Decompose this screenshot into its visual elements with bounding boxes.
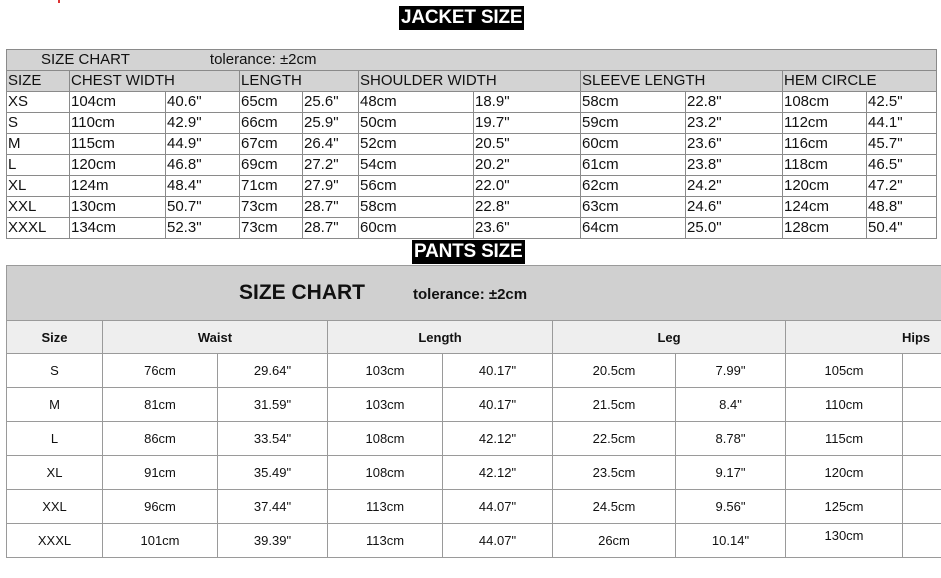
table-row [7, 176, 937, 197]
table-row [7, 113, 937, 134]
measurement-cell: 26.4" [303, 134, 359, 155]
pants-chart-title-row [7, 266, 941, 321]
empty-cell [903, 422, 941, 456]
measurement-cell: 124m [70, 176, 166, 197]
measurement-cell: 76cm [103, 354, 218, 388]
pants-table-body [7, 354, 941, 558]
size-cell: XXL [7, 490, 103, 524]
measurement-cell: 9.17" [676, 456, 786, 490]
measurement-cell: 73cm [240, 218, 303, 239]
measurement-cell: 115cm [70, 134, 166, 155]
pants-header-waist: Waist [103, 321, 328, 354]
table-row [7, 456, 941, 490]
measurement-cell: 37.44" [218, 490, 328, 524]
pants-chart-label: SIZE CHART [239, 281, 365, 304]
jacket-chart-title [7, 50, 937, 71]
measurement-cell: 71cm [240, 176, 303, 197]
measurement-cell: 56cm [359, 176, 474, 197]
table-row [7, 422, 941, 456]
table-row [7, 388, 941, 422]
measurement-cell: 96cm [103, 490, 218, 524]
jacket-header-hem-circle: HEM CIRCLE [783, 71, 937, 92]
measurement-cell: 46.8" [166, 155, 240, 176]
table-row [7, 92, 937, 113]
decorative-mark [58, 0, 60, 3]
measurement-cell: 59cm [581, 113, 686, 134]
size-cell: XL [7, 456, 103, 490]
measurement-cell: 47.2" [867, 176, 937, 197]
measurement-cell: 103cm [328, 388, 443, 422]
jacket-header-shoulder-width: SHOULDER WIDTH [359, 71, 581, 92]
size-cell: L [7, 422, 103, 456]
measurement-cell: 21.5cm [553, 388, 676, 422]
empty-cell [903, 456, 941, 490]
table-row [7, 155, 937, 176]
size-cell: S [7, 354, 103, 388]
pants-header-length: Length [328, 321, 553, 354]
measurement-cell: 23.6" [474, 218, 581, 239]
measurement-cell: 23.5cm [553, 456, 676, 490]
measurement-cell: 25.0" [686, 218, 783, 239]
pants-size-table [6, 265, 941, 558]
measurement-cell: 81cm [103, 388, 218, 422]
measurement-cell: 91cm [103, 456, 218, 490]
measurement-cell: 105cm [786, 354, 903, 388]
size-cell: XXL [7, 197, 70, 218]
measurement-cell: 42.12" [443, 422, 553, 456]
table-row [7, 197, 937, 218]
measurement-cell: 8.4" [676, 388, 786, 422]
measurement-cell: 116cm [783, 134, 867, 155]
measurement-cell: 23.2" [686, 113, 783, 134]
measurement-cell: 52cm [359, 134, 474, 155]
measurement-cell: 27.2" [303, 155, 359, 176]
size-cell: XXXL [7, 218, 70, 239]
measurement-cell: 42.5" [867, 92, 937, 113]
size-cell: M [7, 134, 70, 155]
measurement-cell: 22.8" [474, 197, 581, 218]
measurement-cell: 28.7" [303, 197, 359, 218]
pants-chart-title [7, 266, 941, 321]
measurement-cell: 115cm [786, 422, 903, 456]
measurement-cell: 61cm [581, 155, 686, 176]
table-row [7, 354, 941, 388]
jacket-size-banner: JACKET SIZE [401, 7, 523, 28]
measurement-cell: 40.17" [443, 388, 553, 422]
measurement-cell: 67cm [240, 134, 303, 155]
size-cell: M [7, 388, 103, 422]
measurement-cell: 62cm [581, 176, 686, 197]
measurement-cell: 65cm [240, 92, 303, 113]
size-cell: XXXL [7, 524, 103, 558]
measurement-cell: 48.8" [867, 197, 937, 218]
measurement-cell: 28.7" [303, 218, 359, 239]
measurement-cell: 10.14" [676, 524, 786, 558]
measurement-cell: 20.5cm [553, 354, 676, 388]
measurement-cell: 45.7" [867, 134, 937, 155]
measurement-cell: 40.17" [443, 354, 553, 388]
measurement-cell: 54cm [359, 155, 474, 176]
measurement-cell: 42.12" [443, 456, 553, 490]
measurement-cell: 134cm [70, 218, 166, 239]
measurement-cell: 50.7" [166, 197, 240, 218]
size-cell: XL [7, 176, 70, 197]
measurement-cell: 118cm [783, 155, 867, 176]
measurement-cell: 110cm [70, 113, 166, 134]
jacket-header-length: LENGTH [240, 71, 359, 92]
measurement-cell: 33.54" [218, 422, 328, 456]
table-row [7, 524, 941, 558]
pants-header-size: Size [7, 321, 103, 354]
pants-header-row [7, 321, 941, 354]
measurement-cell: 120cm [786, 456, 903, 490]
measurement-cell: 19.7" [474, 113, 581, 134]
measurement-cell: 23.8" [686, 155, 783, 176]
measurement-cell: 112cm [783, 113, 867, 134]
measurement-cell: 20.5" [474, 134, 581, 155]
measurement-cell: 31.59" [218, 388, 328, 422]
jacket-header-size: SIZE [7, 71, 70, 92]
measurement-cell: 20.2" [474, 155, 581, 176]
measurement-cell: 44.9" [166, 134, 240, 155]
measurement-cell: 108cm [328, 422, 443, 456]
measurement-cell: 130cm [70, 197, 166, 218]
measurement-cell: 58cm [581, 92, 686, 113]
jacket-tolerance: tolerance: ±2cm [209, 51, 317, 68]
jacket-table-body [7, 92, 937, 239]
measurement-cell: 29.64" [218, 354, 328, 388]
measurement-cell: 18.9" [474, 92, 581, 113]
measurement-cell: 108cm [328, 456, 443, 490]
measurement-cell: 40.6" [166, 92, 240, 113]
measurement-cell: 7.99" [676, 354, 786, 388]
measurement-cell: 26cm [553, 524, 676, 558]
measurement-cell: 86cm [103, 422, 218, 456]
table-row [7, 134, 937, 155]
measurement-cell: 103cm [328, 354, 443, 388]
measurement-cell: 108cm [783, 92, 867, 113]
size-cell: L [7, 155, 70, 176]
measurement-cell: 124cm [783, 197, 867, 218]
measurement-cell: 104cm [70, 92, 166, 113]
measurement-cell: 22.8" [686, 92, 783, 113]
pants-size-banner: PANTS SIZE [414, 241, 523, 262]
measurement-cell: 128cm [783, 218, 867, 239]
measurement-cell: 52.3" [166, 218, 240, 239]
measurement-cell: 69cm [240, 155, 303, 176]
measurement-cell: 60cm [581, 134, 686, 155]
jacket-header-chest-width: CHEST WIDTH [70, 71, 240, 92]
pants-header-leg: Leg [553, 321, 786, 354]
table-row [7, 218, 937, 239]
measurement-cell: 58cm [359, 197, 474, 218]
measurement-cell: 9.56" [676, 490, 786, 524]
measurement-cell: 23.6" [686, 134, 783, 155]
measurement-cell: 42.9" [166, 113, 240, 134]
measurement-cell: 64cm [581, 218, 686, 239]
jacket-size-table [6, 49, 937, 239]
jacket-header-sleeve-length: SLEEVE LENGTH [581, 71, 783, 92]
measurement-cell: 66cm [240, 113, 303, 134]
measurement-cell: 24.6" [686, 197, 783, 218]
measurement-cell: 35.49" [218, 456, 328, 490]
measurement-cell: 120cm [783, 176, 867, 197]
measurement-cell: 22.5cm [553, 422, 676, 456]
measurement-cell: 110cm [786, 388, 903, 422]
measurement-cell: 44.07" [443, 490, 553, 524]
measurement-cell: 44.07" [443, 524, 553, 558]
table-row [7, 490, 941, 524]
measurement-cell: 48.4" [166, 176, 240, 197]
measurement-cell: 120cm [70, 155, 166, 176]
jacket-chart-title-row [7, 50, 937, 71]
empty-cell [903, 388, 941, 422]
measurement-cell: 113cm [328, 490, 443, 524]
measurement-cell: 27.9" [303, 176, 359, 197]
empty-cell [903, 524, 941, 558]
jacket-chart-label: SIZE CHART [41, 51, 130, 68]
pants-tolerance: tolerance: ±2cm [413, 286, 528, 303]
measurement-cell: 73cm [240, 197, 303, 218]
measurement-cell: 25.9" [303, 113, 359, 134]
measurement-cell: 44.1" [867, 113, 937, 134]
measurement-cell: 24.2" [686, 176, 783, 197]
empty-cell [903, 354, 941, 388]
measurement-cell: 50cm [359, 113, 474, 134]
measurement-cell: 22.0" [474, 176, 581, 197]
pants-header-hips: Hips [786, 321, 941, 354]
measurement-cell: 101cm [103, 524, 218, 558]
measurement-cell: 113cm [328, 524, 443, 558]
measurement-cell: 125cm [786, 490, 903, 524]
measurement-cell: 8.78" [676, 422, 786, 456]
measurement-cell: 25.6" [303, 92, 359, 113]
measurement-cell: 46.5" [867, 155, 937, 176]
measurement-cell: 60cm [359, 218, 474, 239]
size-cell: XS [7, 92, 70, 113]
measurement-cell: 39.39" [218, 524, 328, 558]
size-cell: S [7, 113, 70, 134]
measurement-cell: 130cm [786, 524, 903, 558]
jacket-header-row [7, 71, 937, 92]
measurement-cell: 48cm [359, 92, 474, 113]
measurement-cell: 50.4" [867, 218, 937, 239]
empty-cell [903, 490, 941, 524]
measurement-cell: 24.5cm [553, 490, 676, 524]
measurement-cell: 63cm [581, 197, 686, 218]
